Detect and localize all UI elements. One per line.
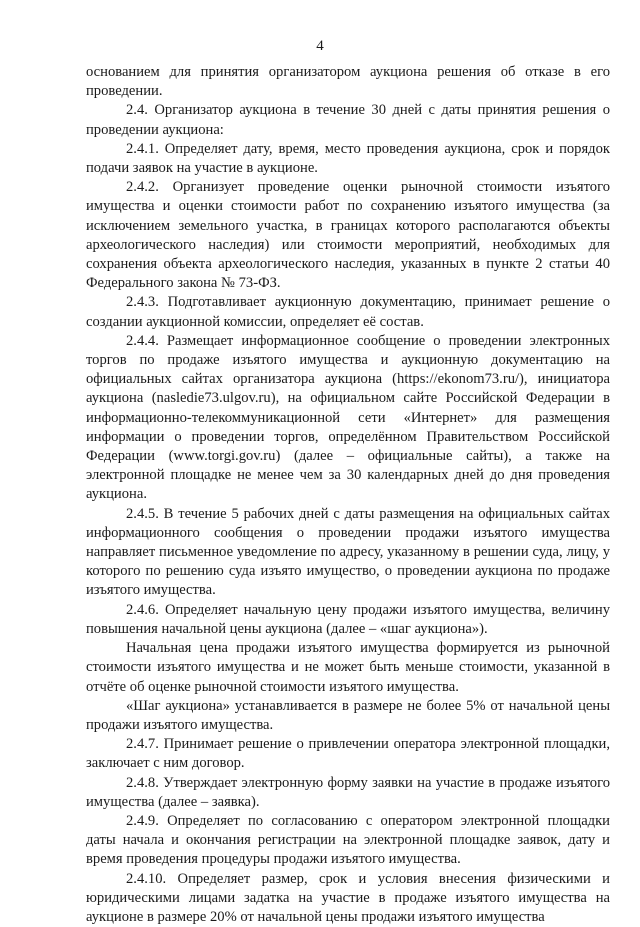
paragraph: 2.4.6. Определяет начальную цену продажи изъятого имущества, величину повышения начальной цены аукциона (далее – «шаг аукциона»). <box>86 601 610 637</box>
paragraph: основанием для принятия организатором аукциона решения об отказе в его проведении. <box>86 64 610 100</box>
paragraph: 2.4. Организатор аукциона в течение 30 дней с даты принятия решения о проведении аукциона: <box>86 102 610 138</box>
paragraph: Начальная цена продажи изъятого имущества формируется из рыночной стоимости изъятого имущества и не может быть меньше стоимости, указанной в отчёте об оценке рыночной стоимости изъятого имущества. <box>86 640 610 695</box>
paragraph: 2.4.5. В течение 5 рабочих дней с даты размещения на официальных сайтах информационного сообщения о проведении продажи изъятого имущества направляет письменное уведомление по адресу, указанному в решении суда, лицу, у которого по решению суда изъято имущество, о проведении аукциона по продаже изъятого имущества. <box>86 505 610 599</box>
paragraph: 2.4.2. Организует проведение оценки рыночной стоимости изъятого имущества и оценки стоимости работ по сохранению изъятого имущества (за исключением земельного участка, в границах которого располагаются объекты археологического наследия) или стоимости мероприятий, необходимых для сохранения объекта археологического наследия, указанных в пункте 2 статьи 40 Федерального закона № 73-ФЗ. <box>86 179 610 292</box>
paragraph: 2.4.10. Определяет размер, срок и условия внесения физическими и юридическими лицами задатка на участие в продаже изъятого имущества на аукционе в размере 20% от начальной цены продажи изъятого имущества <box>86 870 610 925</box>
paragraph: 2.4.1. Определяет дату, время, место проведения аукциона, срок и порядок подачи заявок на участие в аукционе. <box>86 140 610 177</box>
paragraph: «Шаг аукциона» устанавливается в размере не более 5% от начальной цены продажи изъятого имущества. <box>86 697 610 733</box>
page-number: 4 <box>316 38 324 54</box>
paragraph: 2.4.4. Размещает информационное сообщение о проведении электронных торгов по продаже изъятого имущества и аукционную документацию на официальных сайтах организатора аукциона (https://ekonom73.ru/), инициатора аукциона (nasledie73.ulgov.ru), на официальном сайте Российской Федерации в информационно-телекоммуникационной сети «Интернет» для размещения информации о проведении торгов, определённом Правительством Российской Федерации (www.torgi.gov.ru) (далее – официальные сайты), а также на электронной площадке не менее чем за 30 календарных дней до дня проведения аукциона. <box>86 332 610 503</box>
paragraph: 2.4.3. Подготавливает аукционную документацию, принимает решение о создании аукционной комиссии, определяет её состав. <box>86 294 610 330</box>
paragraph: 2.4.9. Определяет по согласованию с оператором электронной площадки даты начала и окончания регистрации на электронной площадке заявок, дату и время проведения процедуры продажи изъятого имущества. <box>86 812 610 868</box>
document-body <box>86 63 610 927</box>
paragraph: 2.4.8. Утверждает электронную форму заявки на участие в продаже изъятого имущества (далее – заявка). <box>86 774 610 810</box>
paragraph: 2.4.7. Принимает решение о привлечении оператора электронной площадки, заключает с ним договор. <box>86 736 610 772</box>
